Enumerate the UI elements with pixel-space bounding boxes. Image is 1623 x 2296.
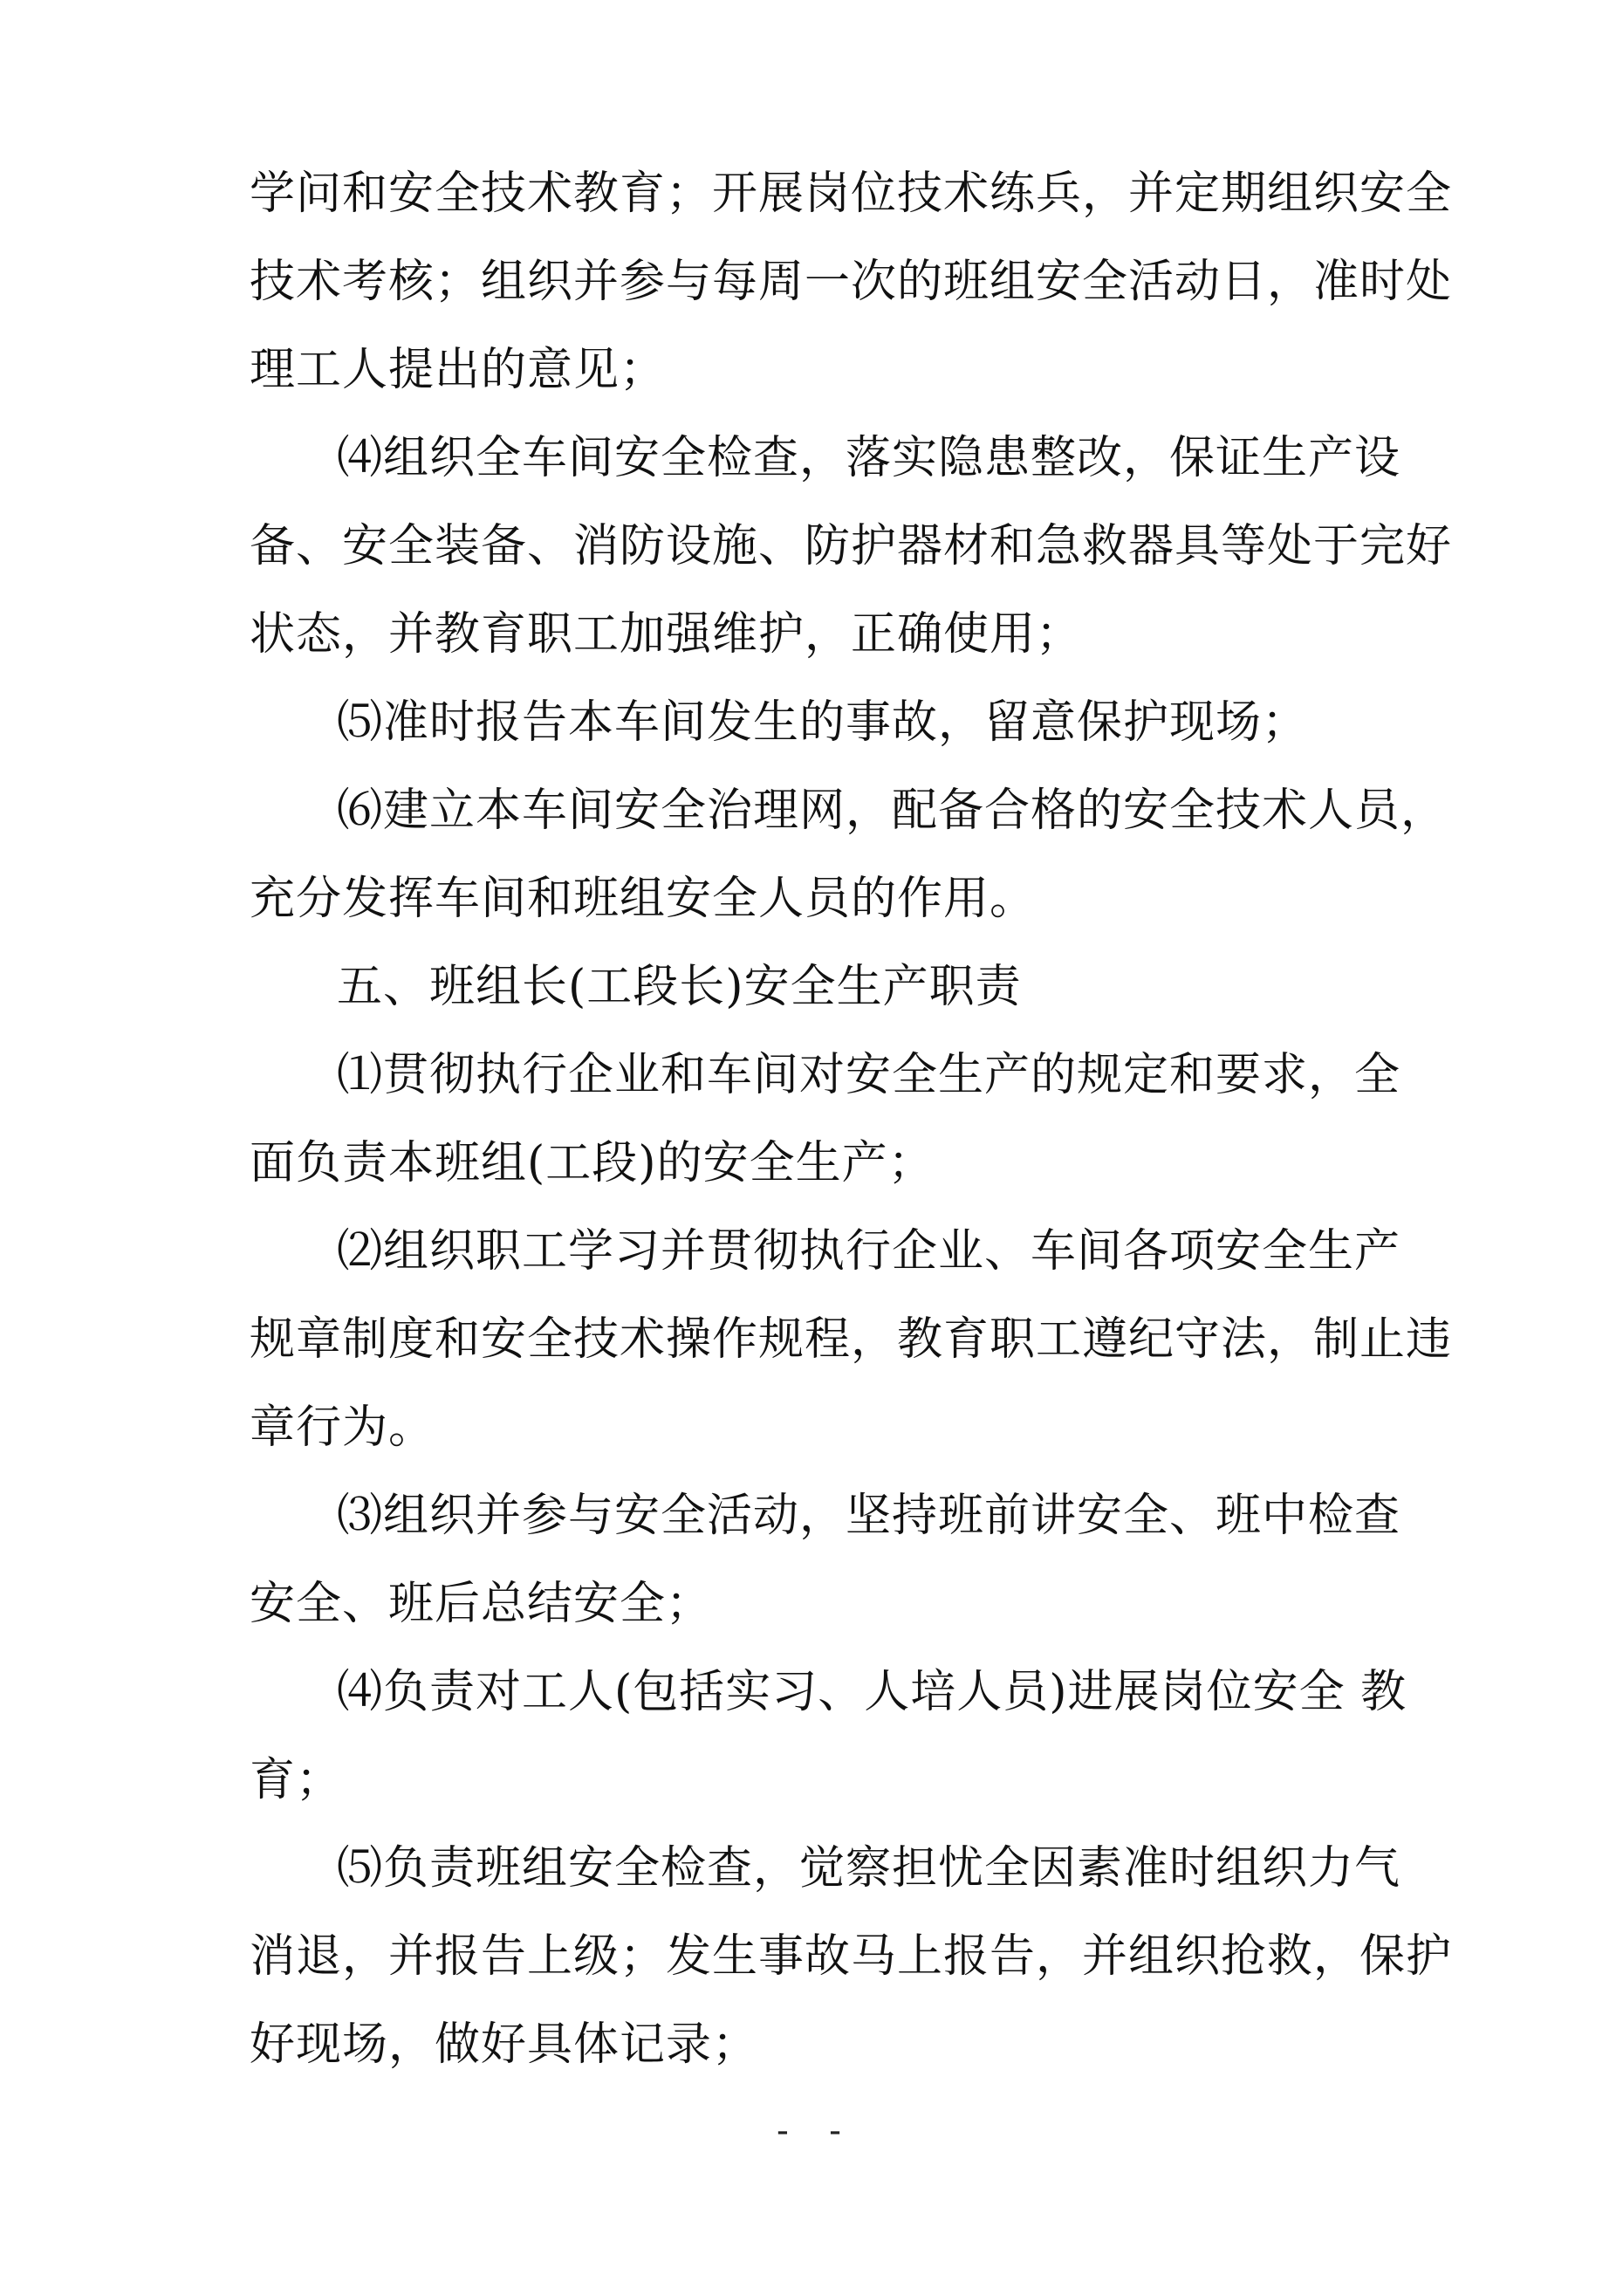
text-line: 学问和安全技术教育；开展岗位技术练兵，并定期组织安全 [250, 168, 1453, 220]
text-line: 备、安全装备、消防设施、防护器材和急救器具等处于完好 [250, 520, 1453, 572]
text-line: 规章制度和安全技术操作规程，教育职工遵纪守法，制止违 [250, 1313, 1453, 1366]
text-line: ⑹建立本车间安全治理网，配备合格的安全技术人员， [337, 785, 1448, 837]
text-line: ⑶组织并参与安全活动，坚持班前讲安全、班中检查 [337, 1490, 1401, 1542]
text-line: ⑷负责对工人(包括实习、人培人员)进展岗位安全 教 [337, 1666, 1407, 1718]
text-line: ⑸负责班组安全检查，觉察担忧全因素准时组织力气 [337, 1842, 1401, 1895]
text-line: ⑸准时报告本车间发生的事故，留意保护现场； [337, 696, 1309, 749]
text-line: 面负责本班组(工段)的安全生产； [250, 1137, 935, 1189]
text-line: 技术考核；组织并参与每周一次的班组安全活动日，准时处 [250, 256, 1453, 308]
text-line: 章行为。 [250, 1402, 435, 1454]
text-line: ⑷组织全车间安全检查，落实隐患整改，保证生产设 [337, 432, 1401, 484]
text-line: 消退，并报告上级；发生事故马上报告，并组织抢救，保护 [250, 1930, 1453, 1983]
text-line: 充分发挥车间和班组安全人员的作用。 [250, 873, 1037, 925]
section-heading: 五、班组长(工段长)安全生产职责 [337, 961, 1022, 1013]
text-line: 安全、班后总结安全； [250, 1578, 713, 1630]
text-line: 状态，并教育职工加强维护，正确使用； [250, 608, 1083, 661]
text-line: 理工人提出的意见； [250, 344, 667, 396]
text-line: 育； [250, 1754, 343, 1806]
page-footer: - - [771, 2111, 852, 2151]
text-line: ⑴贯彻执行企业和车间对安全生产的规定和要求，全 [337, 1049, 1401, 1101]
text-line: ⑵组织职工学习并贯彻执行企业、车间各项安全生产 [337, 1225, 1401, 1278]
text-line: 好现场，做好具体记录； [250, 2018, 759, 2071]
